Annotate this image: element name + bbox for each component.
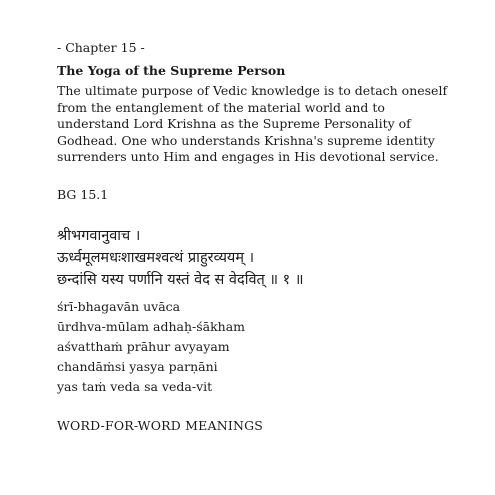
intro-line: understand Lord Krishna as the Supreme Personality of	[57, 116, 411, 131]
transliteration-line: aśvatthaṁ prāhur avyayam	[57, 338, 230, 354]
transliteration-verse	[57, 297, 457, 397]
word-for-word-heading: WORD-FOR-WORD MEANINGS	[57, 417, 264, 433]
transliteration-line: śrī-bhagavān uvāca	[57, 298, 181, 314]
transliteration-line: yas taṁ veda sa veda-vit	[57, 378, 213, 394]
verse-reference: BG 15.1	[57, 186, 109, 202]
chapter-intro	[57, 83, 457, 166]
page-content	[57, 40, 457, 434]
chapter-label: - Chapter 15 -	[57, 40, 145, 55]
intro-line: The ultimate purpose of Vedic knowledge is to detach oneself	[57, 83, 448, 98]
transliteration-line: ūrdhva-mūlam adhaḥ-śākham	[57, 318, 246, 334]
devanagari-line: श्रीभगवानुवाच ।	[57, 227, 141, 244]
intro-line: surrenders unto Him and engages in His devotional service.	[57, 149, 439, 164]
intro-line: Godhead. One who understands Krishna's supreme identity	[57, 132, 435, 148]
devanagari-line: छन्दांसि यस्य पर्णानि यस्तं वेद स वेदवित् ॥ १ ॥	[57, 271, 304, 288]
transliteration-line: chandāṁsi yasya parṇāni	[57, 358, 218, 374]
devanagari-verse	[57, 225, 457, 291]
chapter-title: The Yoga of the Supreme Person	[57, 63, 286, 78]
intro-line: from the entanglement of the material world and to	[57, 99, 385, 115]
devanagari-line: ऊर्ध्वमूलमधःशाखमश्वत्थं प्राहुरव्ययम् ।	[57, 249, 255, 266]
